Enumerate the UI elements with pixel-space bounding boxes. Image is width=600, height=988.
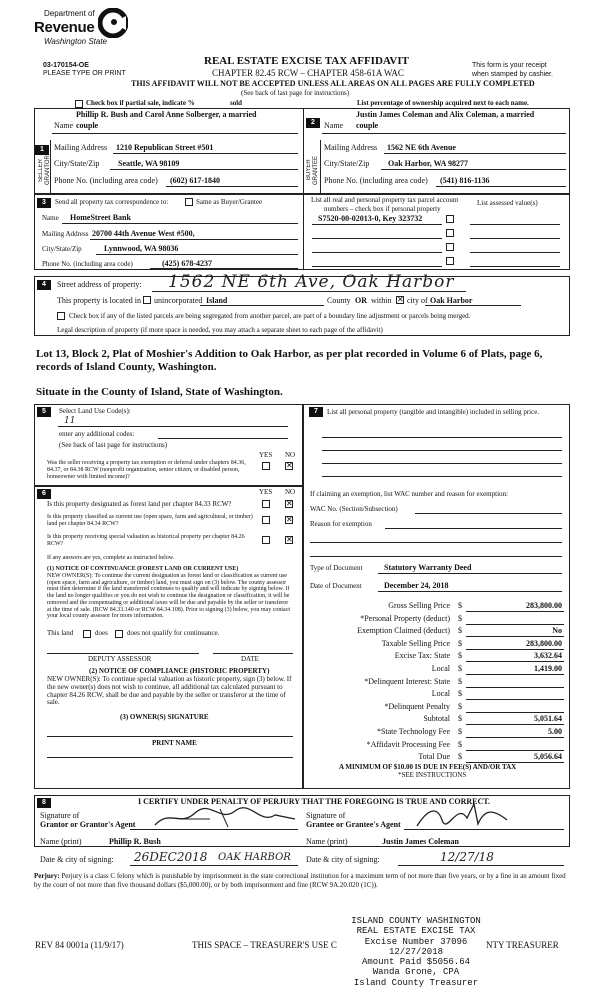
grantor-sign-city[interactable]: OAK HARBOR bbox=[218, 852, 291, 863]
calc-row-currency: $ bbox=[458, 601, 462, 610]
notice2-body: NEW OWNER(S): To continue special valuation as historic property, sign (3) below. If the new owner(s) does not wish to continue, all additional tax calculated pursuant to chapter 84.26 RCW, shall be due and payable by the seller or transferor at the time of sale. bbox=[47, 675, 292, 707]
segregated-checkbox[interactable] bbox=[57, 312, 65, 320]
calc-row-label: *State Technology Fee bbox=[376, 727, 450, 736]
legal-line-2: records of Island County, Washington. bbox=[36, 361, 217, 373]
parcel-2-personal-checkbox[interactable] bbox=[446, 229, 454, 237]
notice1-body: NEW OWNER(S): To continue the current designation as forest land or classification as current use (open space, farm and agriculture, or timber) land, you must sign on (3) below. The county assessor must then determine if the land transferred continues to qualify and will indicate by signing below. If the land no longer qualifies or you do not wish to continue the designation or classification, it will be removed and the compensating or additional taxes will be due and payable by the seller or transferor at the time of sale. (RCW 84.33.140 or RCW 84.34.108). Prior to signing (3) below, you may contact your local county assessor for more information. bbox=[47, 573, 291, 620]
certify-statement: I CERTIFY UNDER PENALTY OF PERJURY THAT THE FOREGOING IS TRUE AND CORRECT. bbox=[138, 797, 491, 806]
calc-row-value[interactable]: 283,800.00 bbox=[526, 601, 562, 610]
grantor-sig-label-2: Grantor or Grantor's Agent bbox=[40, 820, 136, 829]
if-yes-note: If any answers are yes, complete as instructed below. bbox=[47, 555, 175, 561]
unincorporated-label: unincorporated bbox=[154, 296, 203, 305]
additional-codes-label: enter any additional codes: bbox=[59, 430, 135, 438]
s6-yes: YES bbox=[259, 488, 273, 496]
stamp-line: ISLAND COUNTY WASHINGTON bbox=[351, 916, 481, 926]
seller-phone-label: Phone No. (including area code) bbox=[54, 176, 158, 185]
tax-corr-name-label: Name bbox=[42, 214, 59, 222]
buyer-phone-label: Phone No. (including area code) bbox=[324, 176, 428, 185]
tax-corr-city-label: City/State/Zip bbox=[42, 245, 82, 253]
calc-row-label: Excise Tax: State bbox=[394, 651, 450, 660]
calc-row-label: Subtotal bbox=[423, 714, 450, 723]
doc-date-value[interactable]: December 24, 2018 bbox=[384, 581, 449, 590]
unincorporated-checkbox[interactable] bbox=[143, 296, 151, 304]
receipt-note-1: This form is your receipt bbox=[472, 62, 547, 69]
buyer-mail-label: Mailing Address bbox=[324, 143, 378, 152]
same-as-buyer-label: Same as Buyer/Grantee bbox=[196, 198, 263, 206]
section-8-badge: 8 bbox=[37, 798, 51, 808]
grantee-date-label: Date & city of signing: bbox=[306, 855, 380, 864]
section-1-badge: 1 bbox=[35, 145, 49, 155]
land-use-code[interactable]: 11 bbox=[64, 416, 76, 426]
grantor-sig-label-1: Signature of bbox=[40, 811, 80, 820]
calc-row-currency: $ bbox=[458, 639, 462, 648]
calc-row-label: *Delinquent Interest: State bbox=[364, 677, 450, 686]
tax-corr-label: Send all property tax correspondence to: bbox=[55, 198, 169, 206]
calc-row-label: Gross Selling Price bbox=[388, 601, 450, 610]
located-label: This property is located in bbox=[57, 296, 141, 305]
s6-no: NO bbox=[285, 488, 296, 496]
owner-signature-title: (3) OWNER(S) SIGNATURE bbox=[120, 713, 209, 721]
land-use-label: Select Land Use Code(s): bbox=[59, 407, 131, 415]
stamp-line: REAL ESTATE EXCISE TAX bbox=[356, 926, 476, 937]
seller-name-label: Name bbox=[54, 121, 74, 130]
section-7-badge: 7 bbox=[309, 407, 323, 417]
section-4-badge: 4 bbox=[37, 280, 51, 290]
calc-row-label: *Affidavit Processing Fee bbox=[366, 740, 450, 749]
current-use-yes-checkbox[interactable] bbox=[262, 516, 270, 524]
stamp-line: 12/27/2018 bbox=[388, 946, 443, 957]
doc-date-label: Date of Document bbox=[310, 582, 362, 590]
stamp-line: Island County Treasurer bbox=[353, 977, 479, 988]
within-city-checkbox[interactable]: ✕ bbox=[397, 295, 404, 304]
calc-row-label: Taxable Selling Price bbox=[381, 639, 450, 648]
buyer-phone[interactable]: (541) 816-1136 bbox=[440, 176, 490, 185]
grantor-signature[interactable] bbox=[150, 805, 300, 829]
partial-sale-checkbox[interactable] bbox=[75, 100, 83, 108]
tax-corr-name[interactable]: HomeStreet Bank bbox=[70, 213, 131, 222]
calc-row-value[interactable]: 5,051.64 bbox=[534, 714, 562, 723]
within-label: within bbox=[371, 296, 392, 305]
grantee-sign-date[interactable]: 12/27/18 bbox=[440, 850, 494, 864]
historic-question: Is this property receiving special valuation as historical property per chapter 84.26 RCW? bbox=[47, 534, 245, 547]
buyer-city-label: City/State/Zip bbox=[324, 159, 370, 168]
parcel-header-2: numbers – check box if personal property bbox=[324, 205, 441, 213]
grantee-signature[interactable] bbox=[412, 800, 512, 830]
calc-row-currency: $ bbox=[458, 626, 462, 635]
grantor-print-name[interactable]: Phillip R. Bush bbox=[109, 837, 161, 846]
wac-label: WAC No. (Section/Subsection) bbox=[310, 505, 398, 513]
calc-row-label: *Personal Property (deduct) bbox=[360, 614, 450, 623]
current-use-no-checkbox[interactable]: ✕ bbox=[286, 515, 293, 524]
doc-type-value[interactable]: Statutory Warranty Deed bbox=[384, 563, 472, 572]
calc-row-value[interactable]: 1,419.00 bbox=[534, 664, 562, 673]
forest-question: Is this property designated as forest land per chapter 84.33 RCW? bbox=[47, 500, 232, 508]
calc-row-currency: $ bbox=[458, 677, 462, 686]
parcel-1-personal-checkbox[interactable] bbox=[446, 215, 454, 223]
calc-row-value[interactable]: No bbox=[552, 626, 562, 635]
stamp-line: Excise Number 37096 bbox=[364, 936, 468, 947]
city-value[interactable]: Oak Harbor bbox=[430, 296, 473, 305]
logo-top-text: Department of bbox=[44, 9, 95, 18]
doc-type-label: Type of Document bbox=[310, 564, 363, 572]
this-land-label: This land bbox=[47, 629, 74, 637]
grantee-sig-label-2: Grantee or Grantee's Agent bbox=[306, 820, 401, 829]
county-value[interactable]: Island bbox=[206, 296, 228, 305]
ownership-note: List percentage of ownership acquired next to each name. bbox=[357, 99, 529, 107]
grantor-date-label: Date & city of signing: bbox=[40, 855, 114, 864]
s5-no: NO bbox=[285, 451, 296, 459]
see-instructions-note: *SEE INSTRUCTIONS bbox=[398, 771, 467, 779]
calc-row-currency: $ bbox=[458, 702, 462, 711]
s5-see-back: (See back of last page for instructions) bbox=[59, 441, 168, 449]
tax-corr-phone[interactable]: (425) 678-4237 bbox=[162, 259, 212, 268]
does-qualify-checkbox[interactable] bbox=[83, 630, 91, 638]
seller-name-line2[interactable]: couple bbox=[76, 121, 99, 130]
warning-text: THIS AFFIDAVIT WILL NOT BE ACCEPTED UNLESS ALL AREAS ON ALL PAGES ARE FULLY COMPLETED bbox=[131, 79, 535, 88]
print-name-label: PRINT NAME bbox=[152, 739, 197, 747]
type-note: PLEASE TYPE OR PRINT bbox=[43, 70, 126, 77]
buyer-mail[interactable]: 1562 NE 6th Avenue bbox=[387, 143, 456, 152]
notice1-title: (1) NOTICE OF CONTINUANCE (FOREST LAND OR CURRENT USE) bbox=[47, 566, 239, 572]
street-label: Street address of property: bbox=[57, 280, 142, 289]
legal-note: Legal description of property (if more space is needed, you may attach a separate sheet to each page of the affidavit) bbox=[57, 326, 383, 334]
calc-row-currency: $ bbox=[458, 651, 462, 660]
calc-row-value[interactable]: 3,632.64 bbox=[534, 651, 562, 660]
calc-row-value[interactable]: 5,056.64 bbox=[534, 752, 562, 761]
parcel-3-personal-checkbox[interactable] bbox=[446, 243, 454, 251]
perjury-label: Perjury: bbox=[34, 872, 60, 880]
same-as-buyer-checkbox[interactable] bbox=[185, 198, 193, 206]
section-2-badge: 2 bbox=[306, 118, 320, 128]
seller-mail-label: Mailing Address bbox=[54, 143, 108, 152]
calc-row-currency: $ bbox=[458, 727, 462, 736]
form-revision: REV 84 0001a (11/9/17) bbox=[35, 940, 124, 950]
tax-corr-mail-label: Mailing Address bbox=[42, 230, 89, 238]
calc-row-currency: $ bbox=[458, 752, 462, 761]
tax-corr-mail[interactable]: 20700 44th Avenue West #500, bbox=[92, 229, 195, 238]
exemption-question: Was the seller receiving a property tax exemption or deferral under chapters 84.36, 84.37, or 84.38 RCW (nonprofit organization, senior citizen, or disabled person, homeowner with limited income)? bbox=[47, 460, 246, 480]
forest-yes-checkbox[interactable] bbox=[262, 500, 270, 508]
tax-corr-city[interactable]: Lynnwood, WA 98036 bbox=[104, 244, 179, 253]
partial-sale-label: Check box if partial sale, indicate % bbox=[86, 99, 195, 107]
city-of-label: city of bbox=[407, 296, 428, 305]
wa-logo-icon bbox=[98, 8, 128, 38]
current-use-question: Is this property classified as current use (open space, farm and agricultural, or timber) land per chapter 84.34 RCW? bbox=[47, 514, 253, 527]
segregated-label: Check box if any of the listed parcels are being segregated from another parcel, are part of a boundary line adjustment or parcels being merged. bbox=[69, 312, 471, 320]
stamp-line: Amount Paid $5056.64 bbox=[361, 957, 471, 968]
grantor-sign-date[interactable]: 26DEC2018 bbox=[134, 850, 208, 864]
treasurer-stamp bbox=[346, 916, 486, 988]
page-title: REAL ESTATE EXCISE TAX AFFIDAVIT bbox=[204, 55, 409, 67]
historic-no-checkbox[interactable]: ✕ bbox=[286, 535, 293, 544]
date-label: DATE bbox=[241, 655, 259, 663]
parcel-4-personal-checkbox[interactable] bbox=[446, 257, 454, 265]
grantor-name-label: Name (print) bbox=[40, 837, 82, 846]
exemption-claim-label: If claiming an exemption, list WAC number and reason for exemption: bbox=[310, 490, 508, 498]
calc-row-value[interactable]: 283,800.00 bbox=[526, 639, 562, 648]
s5-yes: YES bbox=[259, 451, 273, 459]
street-address-handwritten[interactable]: 1562 NE 6th Ave, Oak Harbor bbox=[168, 272, 455, 292]
county-label: County bbox=[327, 296, 351, 305]
receipt-note-2: when stamped by cashier. bbox=[472, 71, 553, 78]
buyer-side-label: BUYER GRANTEE bbox=[306, 155, 319, 185]
exempt-no-checkbox[interactable]: ✕ bbox=[286, 461, 293, 470]
legal-line-1: Lot 13, Block 2, Plat of Moshier's Addition to Oak Harbor, as per plat recorded in Volume 6 of Plats, page 6, bbox=[36, 348, 543, 360]
section-3-badge: 3 bbox=[37, 198, 51, 208]
parcel-header-1: List all real and personal property tax parcel account bbox=[311, 196, 459, 204]
grantee-print-name[interactable]: Justin James Coleman bbox=[382, 837, 459, 846]
grantee-name-label: Name (print) bbox=[306, 837, 348, 846]
buyer-city[interactable]: Oak Harbor, WA 98277 bbox=[388, 159, 469, 168]
calc-row-label: *Delinquent Penalty bbox=[384, 702, 450, 711]
does-not-label: does not qualify for continuance. bbox=[127, 629, 220, 637]
buyer-name-line2[interactable]: couple bbox=[356, 121, 379, 130]
form-id: 03-170154-OE bbox=[43, 62, 89, 69]
perjury-notice bbox=[34, 872, 568, 889]
logo-main-text: Revenue bbox=[34, 19, 95, 36]
seller-mail[interactable]: 1210 Republican Street #501 bbox=[116, 143, 214, 152]
does-not-qualify-checkbox[interactable] bbox=[115, 630, 123, 638]
calc-row-label: Exemption Claimed (deduct) bbox=[357, 626, 450, 635]
reason-label: Reason for exemption bbox=[310, 520, 372, 528]
or-label: OR bbox=[355, 296, 367, 305]
logo-sub-text: Washington State bbox=[44, 37, 108, 46]
calc-row-currency: $ bbox=[458, 664, 462, 673]
grantee-sig-label-1: Signature of bbox=[306, 811, 346, 820]
notice2-title: (2) NOTICE OF COMPLIANCE (HISTORIC PROPERTY) bbox=[89, 667, 270, 675]
calc-row-label: Local bbox=[431, 689, 450, 698]
does-label: does bbox=[95, 629, 108, 637]
perjury-text: Perjury is a class C felony which is punishable by imprisonment in the state correctional institution for a maximum term of not more than five years, or by a fine in an amount fixed by the court of not more than five thousand dollars ($5,000.00), or by both imprisonment and fine (RCW 9A.20.020 (1C)). bbox=[34, 872, 566, 889]
legal-line-3: Situate in the County of Island, State of Washington. bbox=[36, 386, 283, 398]
calc-row-currency: $ bbox=[458, 714, 462, 723]
calc-row-currency: $ bbox=[458, 689, 462, 698]
deputy-assessor-label: DEPUTY ASSESSOR bbox=[88, 655, 152, 663]
treasurer-use-right: NTY TREASURER bbox=[486, 940, 559, 950]
treasurer-use-left: THIS SPACE – TREASURER'S USE C bbox=[192, 940, 337, 950]
seller-city-label: City/State/Zip bbox=[54, 159, 100, 168]
seller-phone[interactable]: (602) 617-1840 bbox=[170, 176, 220, 185]
buyer-name-line1[interactable]: Justin James Coleman and Alix Coleman, a married bbox=[356, 110, 535, 119]
minimum-due-note: A MINIMUM OF $10.00 IS DUE IN FEE(S) AND/OR TAX bbox=[339, 763, 517, 771]
sold-label: sold bbox=[230, 99, 243, 107]
calc-row-currency: $ bbox=[458, 614, 462, 623]
seller-side-label: SELLER GRANTOR bbox=[38, 155, 51, 185]
buyer-name-label: Name bbox=[324, 121, 344, 130]
section-6-badge: 6 bbox=[37, 489, 51, 499]
tax-corr-phone-label: Phone No. (including area code) bbox=[42, 260, 133, 268]
calc-row-currency: $ bbox=[458, 740, 462, 749]
see-back-note: (See back of last page for instructions) bbox=[241, 89, 350, 97]
historic-yes-checkbox[interactable] bbox=[262, 536, 270, 544]
section-5-badge: 5 bbox=[37, 407, 51, 417]
calc-row-label: Local bbox=[431, 664, 450, 673]
page-subtitle: CHAPTER 82.45 RCW – CHAPTER 458-61A WAC bbox=[212, 68, 404, 78]
exempt-yes-checkbox[interactable] bbox=[262, 462, 270, 470]
calc-row-label: Total Due bbox=[418, 752, 450, 761]
assessed-header: List assessed value(s) bbox=[477, 199, 538, 207]
personal-property-label: List all personal property (tangible and intangible) included in selling price. bbox=[327, 408, 540, 416]
parcel-number[interactable]: S7520-00-02013-0, Key 323732 bbox=[318, 214, 423, 223]
seller-city[interactable]: Seattle, WA 98109 bbox=[118, 159, 180, 168]
forest-no-checkbox[interactable]: ✕ bbox=[286, 499, 293, 508]
stamp-line: Wanda Grone, CPA bbox=[372, 967, 460, 978]
seller-name-line1[interactable]: Phillip R. Bush and Carol Anne Solberger, a married bbox=[76, 110, 257, 119]
calc-row-value[interactable]: 5.00 bbox=[548, 727, 562, 736]
